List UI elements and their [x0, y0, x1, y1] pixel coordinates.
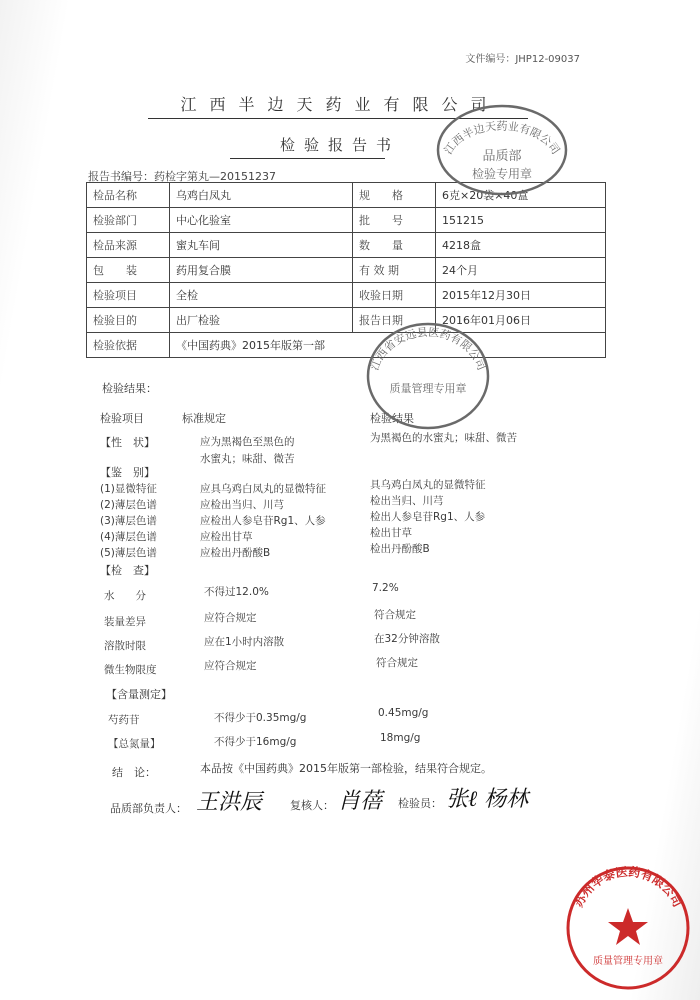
section-hanliang: 【含量测定】: [106, 688, 172, 701]
inspector-label: 检验员：: [398, 797, 442, 810]
jianbie-standard: 应检出丹酚酸B: [200, 547, 271, 559]
value-packaging: 药用复合膜: [170, 258, 353, 283]
stamp-ring-text: 苏州华泰医药有限公司: [571, 864, 685, 910]
jianbie-standard: 应检出人参皂苷Rg1、人参: [200, 515, 326, 527]
jianbie-result: 检出甘草: [370, 527, 412, 539]
value-basis: 《中国药典》2015年版第一部: [170, 333, 606, 358]
info-table: [86, 182, 606, 358]
jianbie-item: (1)显微特征: [100, 483, 157, 495]
stamp-center-text: 质量管理专用章: [593, 956, 663, 967]
col-standard-header: 标准规定: [182, 412, 226, 425]
jianbie-item: (2)薄层色谱: [100, 499, 157, 511]
file-number: 文件编号：JHP12-09037: [465, 54, 580, 65]
jianbie-standard: 应具乌鸡白凤丸的显微特征: [200, 483, 326, 495]
report-title: 检验报告书: [279, 136, 400, 154]
table-row: [87, 308, 606, 333]
value-source: 蜜丸车间: [170, 233, 353, 258]
value-purpose: 出厂检验: [170, 308, 353, 333]
value-validity: 24个月: [436, 258, 606, 283]
hanliang-standard: 不得少于0.35mg/g: [214, 712, 307, 724]
stamp-ring-text: 江西半边天药业有限公司: [441, 119, 563, 157]
stamp-center-text: 质量管理专用章: [389, 382, 467, 395]
value-test-item: 全检: [170, 283, 353, 308]
hanliang-item: 【总氮量】: [108, 738, 161, 750]
jianbie-item: (4)薄层色谱: [100, 531, 157, 543]
red-quality-stamp: [562, 862, 694, 994]
jianbie-result: 具乌鸡白凤丸的显微特征: [370, 479, 486, 491]
stamp-center-text: 品质部: [482, 149, 522, 164]
value-receive-date: 2015年12月30日: [436, 283, 606, 308]
label-source: 检品来源: [87, 233, 170, 258]
xingzhuang-result: 为黑褐色的水蜜丸；味甜、微苦: [370, 432, 517, 444]
table-row: [87, 333, 606, 358]
jiancha-result: 在32分钟溶散: [374, 633, 440, 645]
jiancha-result: 7.2%: [372, 582, 399, 594]
jiancha-standard: 不得过12.0%: [204, 586, 269, 598]
conclusion-label: 结 论：: [112, 766, 156, 779]
stamp-ring-text: 江西省安远县医药有限公司: [367, 325, 489, 373]
inspector-signature: 张ℓ 杨林: [446, 787, 529, 812]
label-validity: 有 效 期: [353, 258, 436, 283]
jianbie-result: 检出人参皂苷Rg1、人参: [370, 511, 486, 523]
results-heading: 检验结果：: [102, 382, 157, 395]
jiancha-standard: 应符合规定: [204, 660, 257, 672]
pharma-co-stamp: [362, 318, 494, 434]
label-basis: 检验依据: [87, 333, 170, 358]
xingzhuang-standard-line2: 水蜜丸；味甜、微苦: [200, 453, 295, 465]
star-icon: [608, 908, 648, 945]
jiancha-item: 装量差异: [104, 616, 146, 628]
value-spec: 6克×20袋×40盒: [436, 183, 606, 208]
jiancha-result: 符合规定: [376, 657, 418, 669]
reviewer-signature: 肖蓓: [338, 789, 383, 814]
jiancha-standard: 应符合规定: [204, 612, 257, 624]
label-spec: 规 格: [353, 183, 436, 208]
jianbie-result: 检出丹酚酸B: [370, 543, 430, 555]
label-batch: 批 号: [353, 208, 436, 233]
label-product-name: 检品名称: [87, 183, 170, 208]
xingzhuang-standard-line1: 应为黑褐色至黑色的: [200, 436, 295, 448]
qc-dept-stamp: [432, 100, 572, 200]
hanliang-result: 0.45mg/g: [378, 707, 429, 719]
jianbie-standard: 应检出当归、川芎: [200, 499, 284, 511]
conclusion-text: 本品按《中国药典》2015年版第一部检验，结果符合规定。: [200, 762, 492, 775]
table-row: [87, 233, 606, 258]
label-purpose: 检验目的: [87, 308, 170, 333]
qc-head-label: 品质部负责人：: [110, 802, 187, 815]
hanliang-result: 18mg/g: [380, 732, 421, 744]
jianbie-item: (5)薄层色谱: [100, 547, 157, 559]
table-row: [87, 283, 606, 308]
title-underline: [230, 158, 385, 159]
jiancha-result: 符合规定: [374, 609, 416, 621]
jianbie-result: 检出当归、川芎: [370, 495, 444, 507]
jiancha-item: 水 分: [104, 590, 146, 602]
stamp-center-text: 检验专用章: [471, 167, 533, 181]
company-name: 江西半边天药业有限公司: [180, 95, 500, 114]
col-item-header: 检验项目: [100, 412, 144, 425]
qc-head-signature: 王洪辰: [196, 790, 263, 815]
value-department: 中心化验室: [170, 208, 353, 233]
section-jiancha: 【检 查】: [100, 564, 155, 577]
label-test-item: 检验项目: [87, 283, 170, 308]
value-report-date: 2016年01月06日: [436, 308, 606, 333]
stamp-ring: [368, 324, 488, 428]
label-report-date: 报告日期: [353, 308, 436, 333]
jianbie-standard: 应检出甘草: [200, 531, 253, 543]
table-row: [87, 208, 606, 233]
value-product-name: 乌鸡白凤丸: [170, 183, 353, 208]
label-packaging: 包 装: [87, 258, 170, 283]
reviewer-label: 复核人：: [290, 799, 334, 812]
hanliang-item: 芍药苷: [108, 714, 140, 726]
label-quantity: 数 量: [353, 233, 436, 258]
label-department: 检验部门: [87, 208, 170, 233]
col-result-header: 检验结果: [370, 412, 414, 425]
report-number: 报告书编号：药检字第丸—20151237: [88, 170, 276, 183]
table-row: [87, 258, 606, 283]
label-receive-date: 收验日期: [353, 283, 436, 308]
value-quantity: 4218盒: [436, 233, 606, 258]
section-jianbie: 【鉴 别】: [100, 466, 155, 479]
jiancha-item: 溶散时限: [104, 640, 146, 652]
jiancha-item: 微生物限度: [104, 664, 157, 676]
section-xingzhuang: 【性 状】: [100, 436, 155, 449]
value-batch: 151215: [436, 208, 606, 233]
jianbie-item: (3)薄层色谱: [100, 515, 157, 527]
hanliang-standard: 不得少于16mg/g: [214, 736, 297, 748]
jiancha-standard: 应在1小时内溶散: [204, 636, 285, 648]
